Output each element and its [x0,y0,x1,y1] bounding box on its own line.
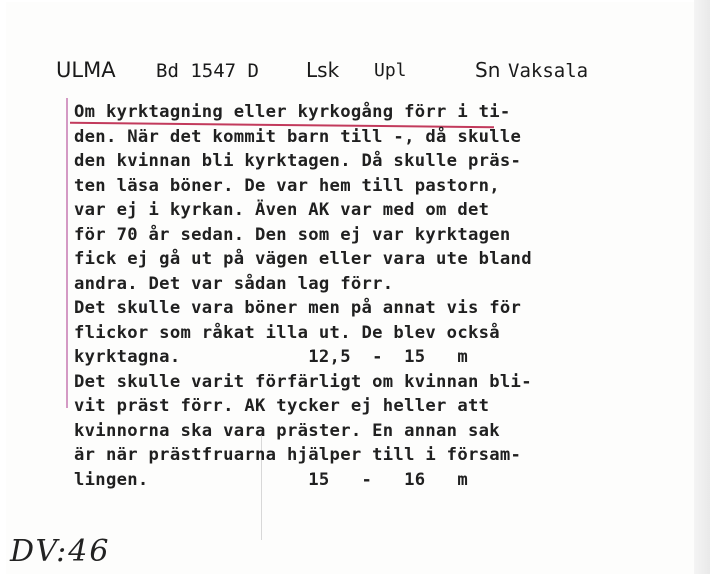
text-line: lingen. 15 - 16 m [74,469,468,490]
text-line: för 70 år sedan. Den som ej var kyrktagen [74,224,511,245]
text-line: fick ej gå ut på vägen eller vara ute bland [74,249,532,269]
text-line: Det skulle varit förfärligt om kvinnan bli- [74,371,532,392]
card-edge-shadow [694,0,710,574]
handwritten-inventory-number: DV:46 [10,534,111,569]
text-line: andra. Det var sådan lag förr. [74,273,394,294]
reference-number: Bd 1547 D [156,60,259,82]
archive-code: ULMA [56,58,116,82]
text-line: den kvinnan bli kyrktagen. Då skulle präs- [74,151,522,171]
landskap-value: Upl [374,60,407,81]
landskap-label: Lsk [306,58,340,82]
text-line: kvinnorna ska vara präster. En annan sak [74,420,500,441]
text-line: är när prästfruarna hjälper till i försam- [74,445,522,465]
text-line: Om kyrktagning eller kyrkogång förr i ti- [74,102,511,122]
record-text [74,100,532,492]
text-line: kyrktagna. 12,5 - 15 m [74,347,468,367]
text-line: den. När det kommit barn till -, då skulle [74,126,522,147]
text-line: vit präst förr. AK tycker ej heller att [74,396,490,416]
socken-value: Vaksala [508,60,589,82]
text-line: ten läsa böner. De var hem till pastorn, [74,175,500,196]
text-line: var ej i kyrkan. Även AK var med om det [74,200,490,220]
text-line: flickor som råkat illa ut. De blev också [74,322,500,343]
socken-label: Sn [475,58,501,82]
text-line: Det skulle vara böner men på annat vis för [74,298,522,318]
margin-rule [66,98,68,408]
